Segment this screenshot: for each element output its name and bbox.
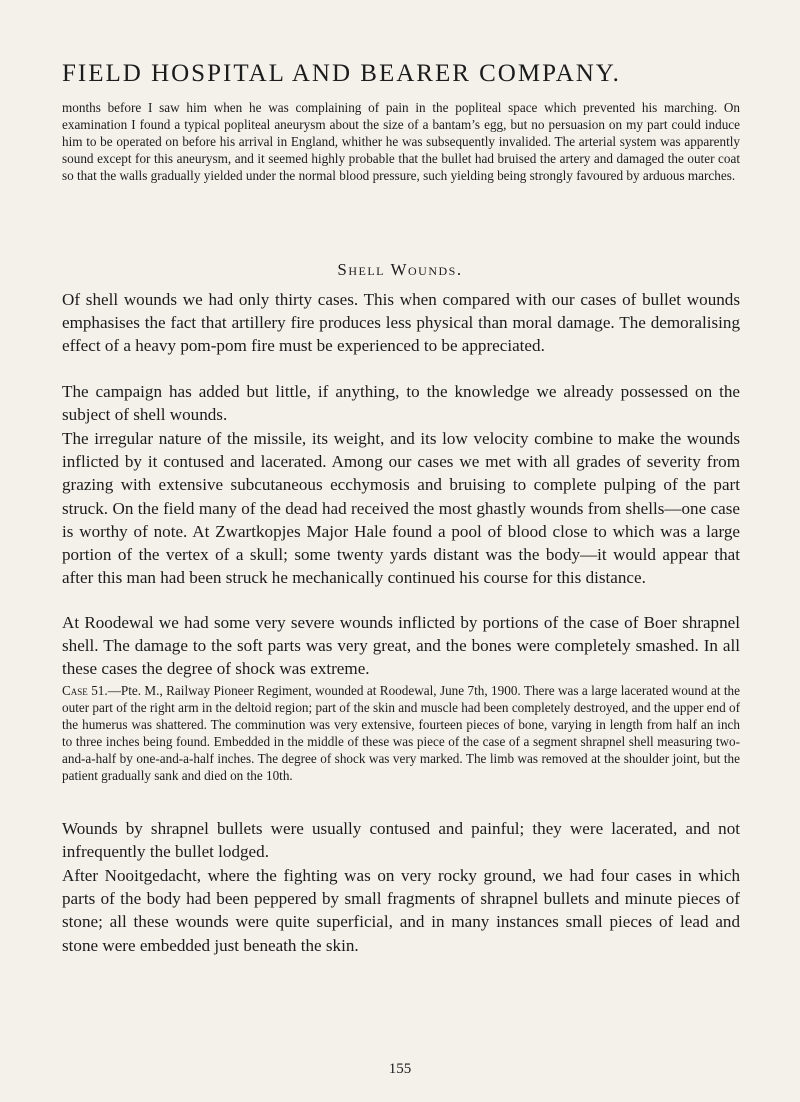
intro-paragraph: months before I saw him when he was complaining of pain in the popliteal space which prevented his marching. On examination I found a typical popliteal aneurysm about the size of a bantam’s egg, but no persuasion on my part could induce him to be operated on before his arrival in England, whither he was subsequently invalided. The arterial system was apparently sound except for this aneurysm, and it seemed highly probable that the bullet had bruised the artery and damaged the outer coat so that the walls gradually yielded under the normal blood pressure, such yielding being strongly favoured by arduous marches.: [62, 100, 740, 184]
paragraph-shell-count: Of shell wounds we had only thirty cases. This when compared with our cases of bullet wounds emphasises the fact that artillery fire produces less physical than moral damage. The demoralising effect of a heavy pom-pom fire must be experienced to be appreciated.: [62, 290, 740, 356]
page-number: 155: [388, 1061, 412, 1077]
paragraph-roodewal: At Roodewal we had some very severe wounds inflicted by portions of the case of Boer shrapnel shell. The damage to the soft parts was very great, and the bones were completely smashed. In all these cases the degree of shock was extreme.: [62, 613, 740, 679]
case-text: —Pte. M., Railway Pioneer Regiment, wounded at Roodewal, June 7th, 1900. There was a large lacerated wound at the outer part of the right arm in the deltoid region; part of the skin and muscle had been completely destroyed, and the upper end of the humerus was shattered. The comminution was very extensive, fourteen pieces of bone, varying in length from half an inch to three inches being found. Embedded in the middle of these was piece of the case of a segment shrapnel shell measuring two-and-a-half by one-and-a-half inches. The degree of shock was very marked. The limb was removed at the shoulder joint, but the patient gradually sank and died on the 10th.: [62, 683, 740, 784]
paragraph-nooitgedacht: After Nooitgedacht, where the fighting was on very rocky ground, we had four cases in which parts of the body had been peppered by small fragments of shrapnel bullets and minute pieces of stone; all these wounds were quite superficial, and in many instances small pieces of lead and stone were embedded just beneath the skin.: [62, 866, 740, 955]
running-head: FIELD HOSPITAL AND BEARER COMPANY.: [62, 60, 621, 87]
case-report: [62, 682, 740, 785]
section-heading: Shell Wounds.: [337, 260, 463, 279]
paragraph-shrapnel-bullets: Wounds by shrapnel bullets were usually contused and painful; they were lacerated, and not infrequently the bullet lodged.: [62, 819, 740, 862]
paragraph-missile-nature: The irregular nature of the missile, its weight, and its low velocity combine to make the wounds inflicted by it contused and lacerated. Among our cases we met with all grades of severity from grazing with extensive subcutaneous ecchymosis and bruising to complete pulping of the part struck. On the field many of the dead had received the most ghastly wounds from shells—one case is worthy of note. At Zwartkopjes Major Hale found a pool of blood close to which was a large portion of the vertex of a skull; some twenty yards distant was the body—it would appear that after this man had been struck he mechanically continued his course for this distance.: [62, 429, 740, 588]
case-label: Case 51.: [62, 683, 108, 698]
paragraph-campaign: The campaign has added but little, if anything, to the knowledge we already possessed on the subject of shell wounds.: [62, 382, 740, 425]
